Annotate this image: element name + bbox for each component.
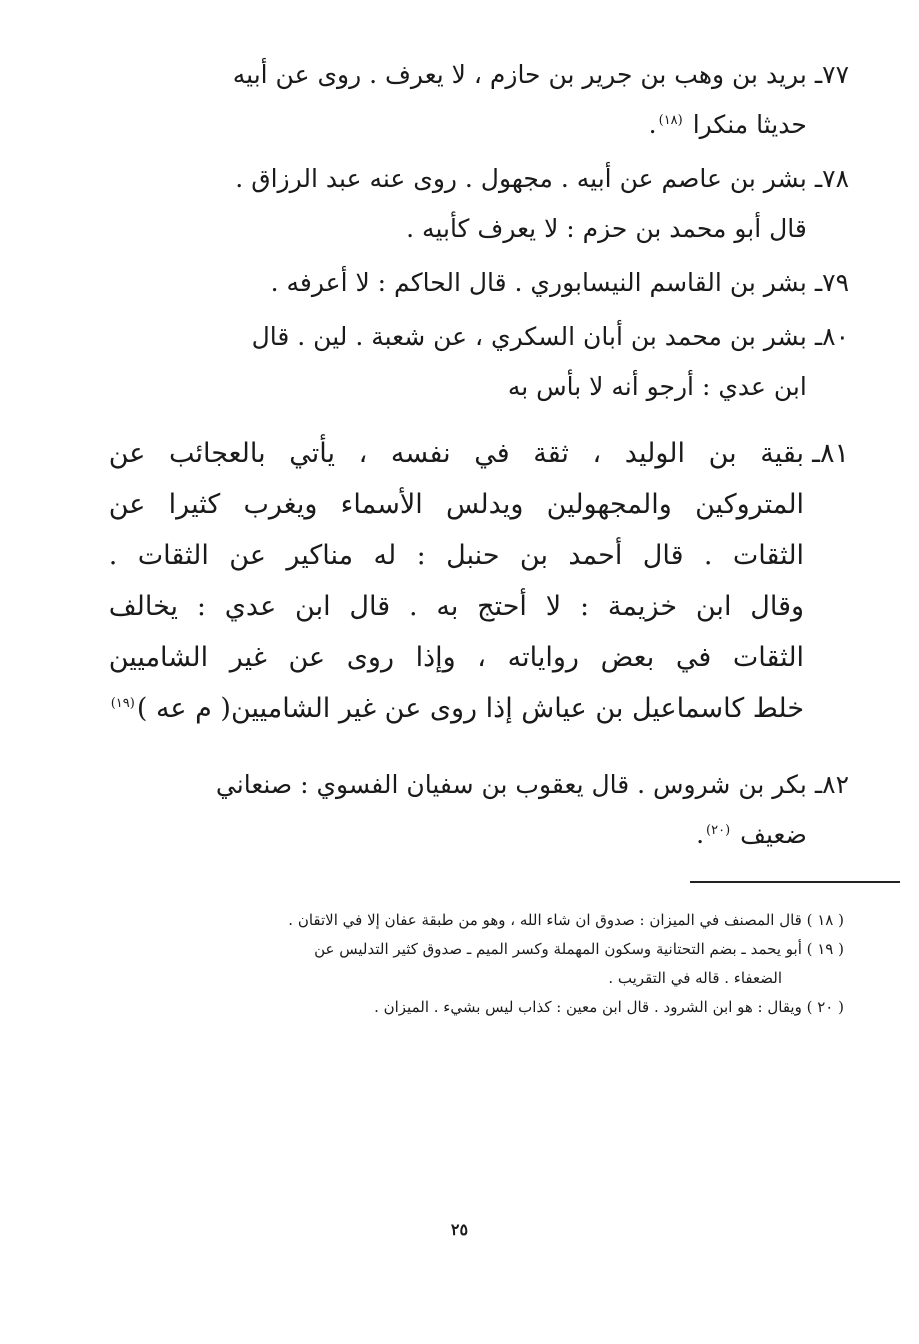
text-line: ابن عدي : أرجو أنه لا بأس به bbox=[507, 372, 807, 401]
entry-text bbox=[129, 154, 807, 254]
footnote-line: ( ١٨ ) قال المصنف في الميزان : صدوق ان شاء الله ، وهو من طبقة عفان إلا في الاتقان . bbox=[288, 911, 844, 929]
text-fragment: . bbox=[696, 820, 705, 849]
entry-77 bbox=[129, 50, 849, 150]
text-fragment: خلط كاسماعيل بن عياش إذا روى عن غير الشاميين( م عه ) bbox=[136, 693, 805, 724]
text-line: بشر بن القاسم النيسابوري . قال الحاكم : لا أعرفه . bbox=[270, 268, 807, 297]
text-line: بريد بن وهب بن جرير بن حازم ، لا يعرف . روى عن أبيه bbox=[232, 60, 807, 89]
footnote-ref: (١٨) bbox=[658, 112, 683, 128]
entry-text bbox=[129, 312, 807, 412]
entry-81 bbox=[108, 428, 849, 734]
text-line: بشر بن محمد بن أبان السكري ، عن شعبة . لين . قال bbox=[251, 322, 807, 351]
footnote-separator bbox=[690, 881, 900, 883]
footnotes bbox=[144, 906, 844, 1022]
text-line: بقية بن الوليد ، ثقة في نفسه ، يأتي بالعجائب عن bbox=[108, 438, 805, 469]
text-line bbox=[129, 100, 807, 150]
entry-text bbox=[129, 258, 807, 308]
text-line: الثقات في بعض رواياته ، وإذا روى عن غير الشاميين bbox=[108, 642, 805, 673]
entry-number: ٧٩ـ bbox=[814, 268, 849, 297]
entry-number: ٨٠ـ bbox=[814, 322, 849, 351]
text-line: وقال ابن خزيمة : لا أحتج به . قال ابن عدي : يخالف bbox=[108, 591, 805, 622]
text-line: بشر بن عاصم عن أبيه . مجهول . روى عنه عبد الرزاق . bbox=[235, 164, 807, 193]
text-line bbox=[129, 810, 807, 860]
entry-number: ٧٧ـ bbox=[814, 60, 849, 89]
entry-78 bbox=[129, 154, 849, 254]
entry-number: ٨١ـ bbox=[812, 438, 849, 469]
text-line: قال أبو محمد بن حزم : لا يعرف كأبيه . bbox=[406, 214, 807, 243]
text-line bbox=[109, 683, 804, 734]
footnote-18 bbox=[144, 906, 844, 935]
text-line: الثقات . قال أحمد بن حنبل : له مناكير عن الثقات . bbox=[108, 540, 805, 571]
footnote-line: ( ١٩ ) أبو يحمد ـ بضم التحتانية وسكون المهملة وكسر الميم ـ صدوق كثير التدليس عن bbox=[314, 940, 844, 958]
text-fragment: . bbox=[648, 110, 657, 139]
page-number: ٢٥ bbox=[450, 1220, 469, 1239]
text-line: بكر بن شروس . قال يعقوب بن سفيان الفسوي : صنعاني bbox=[215, 770, 807, 799]
footnote-20 bbox=[144, 993, 844, 1022]
footnote-ref: (٢٠) bbox=[706, 822, 731, 838]
entry-82 bbox=[129, 760, 849, 860]
entry-80 bbox=[129, 312, 849, 412]
footnote-ref: (١٩) bbox=[110, 696, 135, 711]
text-line: المتروكين والمجهولين ويدلس الأسماء ويغرب كثيرا عن bbox=[108, 489, 805, 520]
entry-79 bbox=[129, 258, 849, 308]
entry-text bbox=[129, 760, 807, 860]
text-fragment: ضعيف bbox=[740, 820, 807, 849]
entry-text bbox=[129, 50, 807, 150]
narrator-entries bbox=[108, 50, 849, 864]
footnote-line: ( ٢٠ ) ويقال : هو ابن الشرود . قال ابن معين : كذاب ليس بشيء . الميزان . bbox=[374, 998, 844, 1016]
text-fragment: حديثا منكرا bbox=[692, 110, 807, 139]
entry-number: ٨٢ـ bbox=[814, 770, 849, 799]
entry-text bbox=[109, 428, 804, 734]
footnote-19 bbox=[144, 935, 844, 993]
entry-number: ٧٨ـ bbox=[814, 164, 849, 193]
footnote-line: الضعفاء . قاله في التقريب . bbox=[608, 969, 782, 987]
